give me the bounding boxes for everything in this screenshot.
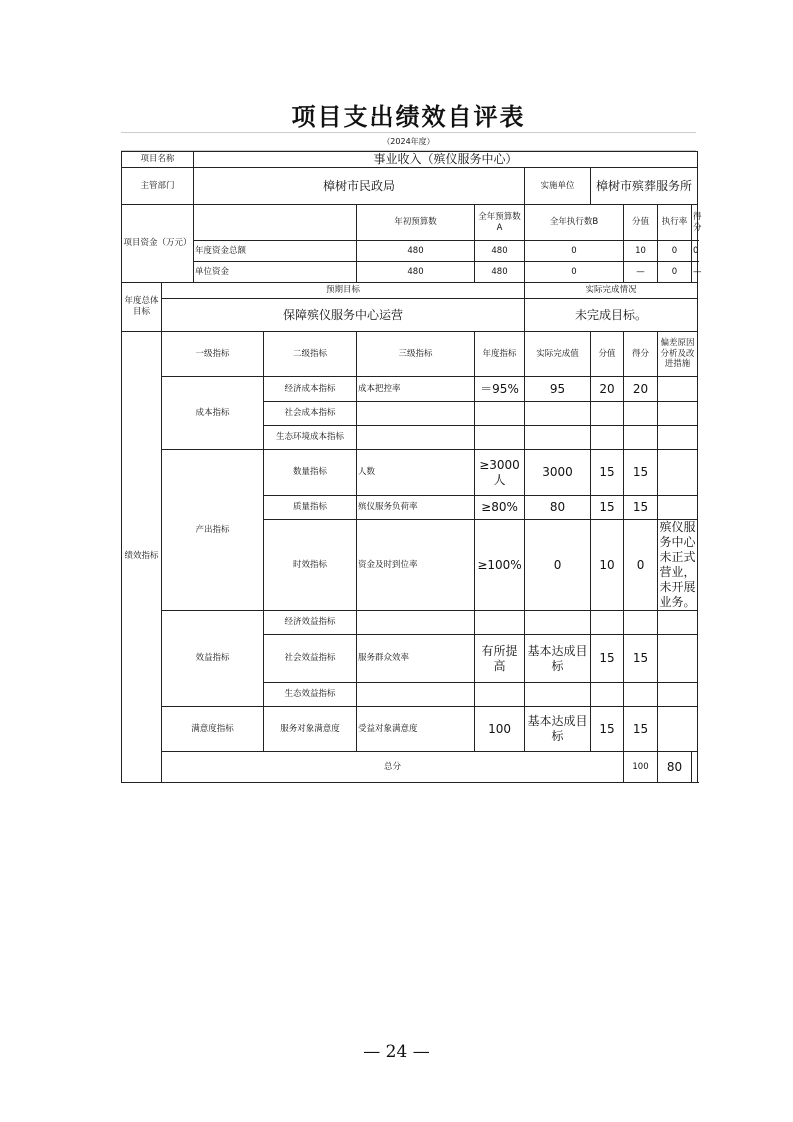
satisfaction-target: 100 <box>475 707 525 752</box>
funds-row-full: 480 <box>475 241 525 262</box>
benefit-social-actual: 基本达成目标 <box>525 635 591 683</box>
funds-row-rate: 0 <box>658 241 692 262</box>
project-name-value: 事业收入（殡仪服务中心） <box>194 152 698 168</box>
funds-row-score: 0 <box>692 241 698 262</box>
cost-actual: 95 <box>525 377 591 402</box>
cost-score: 20 <box>624 377 658 402</box>
funds-header-rate: 执行率 <box>658 205 692 241</box>
output-quality-actual: 80 <box>525 496 591 520</box>
benefit-econ-l2: 经济效益指标 <box>264 611 357 635</box>
performance-table <box>121 151 702 783</box>
funds-header-exec: 全年执行数B <box>525 205 624 241</box>
perf-header-l2: 二级指标 <box>264 332 357 377</box>
funds-row-value: — <box>624 262 658 283</box>
funds-header-score: 得分 <box>692 205 698 241</box>
satisfaction-score: 15 <box>624 707 658 752</box>
funds-row-init: 480 <box>357 262 475 283</box>
total-score: 80 <box>658 752 692 783</box>
page-title: 项目支出绩效自评表 <box>291 102 526 131</box>
dept-label: 主管部门 <box>122 168 194 205</box>
benefit-l1: 效益指标 <box>162 611 264 707</box>
funds-row-value: 10 <box>624 241 658 262</box>
funds-row-name: 年度资金总额 <box>194 241 357 262</box>
satisfaction-value: 15 <box>591 707 624 752</box>
perf-header-reason: 偏差原因分析及改进措施 <box>658 332 698 377</box>
goal-actual-header: 实际完成情况 <box>525 283 698 299</box>
benefit-social-value: 15 <box>591 635 624 683</box>
output-time-l2: 时效指标 <box>264 520 357 611</box>
project-name-label: 项目名称 <box>122 152 194 168</box>
satisfaction-l1: 满意度指标 <box>162 707 264 752</box>
output-qty-l3: 人数 <box>357 450 475 496</box>
perf-header-actual: 实际完成值 <box>525 332 591 377</box>
output-quality-l3: 殡仪服务负荷率 <box>357 496 475 520</box>
perf-header-value: 分值 <box>591 332 624 377</box>
funds-label: 项目资金（万元） <box>122 205 194 283</box>
output-time-reason: 殡仪服务中心未正式营业，未开展业务。 <box>658 520 698 611</box>
funds-header-value: 分值 <box>624 205 658 241</box>
perf-label: 绩效指标 <box>122 332 162 783</box>
year-label: （2024年度） <box>382 137 435 146</box>
perf-header-score: 得分 <box>624 332 658 377</box>
benefit-social-score: 15 <box>624 635 658 683</box>
output-quality-target: ≥80% <box>475 496 525 520</box>
funds-row-exec: 0 <box>525 241 624 262</box>
output-time-value: 10 <box>591 520 624 611</box>
benefit-social-l3: 服务群众效率 <box>357 635 475 683</box>
goal-expected-header: 预期目标 <box>162 283 525 299</box>
satisfaction-l3: 受益对象满意度 <box>357 707 475 752</box>
output-qty-l2: 数量指标 <box>264 450 357 496</box>
output-time-actual: 0 <box>525 520 591 611</box>
perf-header-l3: 三级指标 <box>357 332 475 377</box>
goal-expected: 保障殡仪服务中心运营 <box>162 299 525 332</box>
cost-target: ＝95% <box>475 377 525 402</box>
total-value: 100 <box>624 752 658 783</box>
goal-label: 年度总体目标 <box>122 283 162 332</box>
unit-value: 樟树市殡葬服务所 <box>591 168 698 205</box>
funds-row-name: 单位资金 <box>194 262 357 283</box>
funds-header-blank <box>194 205 357 241</box>
cost-l1: 成本指标 <box>162 377 264 450</box>
output-quality-score: 15 <box>624 496 658 520</box>
cost-eco-l2: 生态环境成本指标 <box>264 426 357 450</box>
goal-actual: 未完成目标。 <box>525 299 698 332</box>
output-quality-value: 15 <box>591 496 624 520</box>
funds-header-full: 全年预算数A <box>475 205 525 241</box>
benefit-social-target: 有所提高 <box>475 635 525 683</box>
perf-header-l1: 一级指标 <box>162 332 264 377</box>
unit-label: 实施单位 <box>525 168 591 205</box>
cost-l3: 成本把控率 <box>357 377 475 402</box>
perf-header-year: 年度指标 <box>475 332 525 377</box>
benefit-social-l2: 社会效益指标 <box>264 635 357 683</box>
output-time-score: 0 <box>624 520 658 611</box>
dept-value: 樟树市民政局 <box>194 168 525 205</box>
total-label: 总分 <box>162 752 624 783</box>
cost-social-l2: 社会成本指标 <box>264 402 357 426</box>
output-qty-score: 15 <box>624 450 658 496</box>
satisfaction-actual: 基本达成目标 <box>525 707 591 752</box>
cost-reason <box>658 377 698 402</box>
funds-row-score: — <box>692 262 698 283</box>
page-number: — 24 — <box>363 1042 430 1062</box>
output-qty-actual: 3000 <box>525 450 591 496</box>
funds-row-full: 480 <box>475 262 525 283</box>
output-l1: 产出指标 <box>162 450 264 611</box>
output-qty-value: 15 <box>591 450 624 496</box>
output-qty-target: ≥3000人 <box>475 450 525 496</box>
funds-header-init: 年初预算数 <box>357 205 475 241</box>
output-quality-l2: 质量指标 <box>264 496 357 520</box>
funds-row-init: 480 <box>357 241 475 262</box>
benefit-eco-l2: 生态效益指标 <box>264 683 357 707</box>
funds-row-exec: 0 <box>525 262 624 283</box>
satisfaction-l2: 服务对象满意度 <box>264 707 357 752</box>
output-time-l3: 资金及时到位率 <box>357 520 475 611</box>
output-time-target: ≥100% <box>475 520 525 611</box>
funds-row-rate: 0 <box>658 262 692 283</box>
cost-econ-l2: 经济成本指标 <box>264 377 357 402</box>
cost-value: 20 <box>591 377 624 402</box>
